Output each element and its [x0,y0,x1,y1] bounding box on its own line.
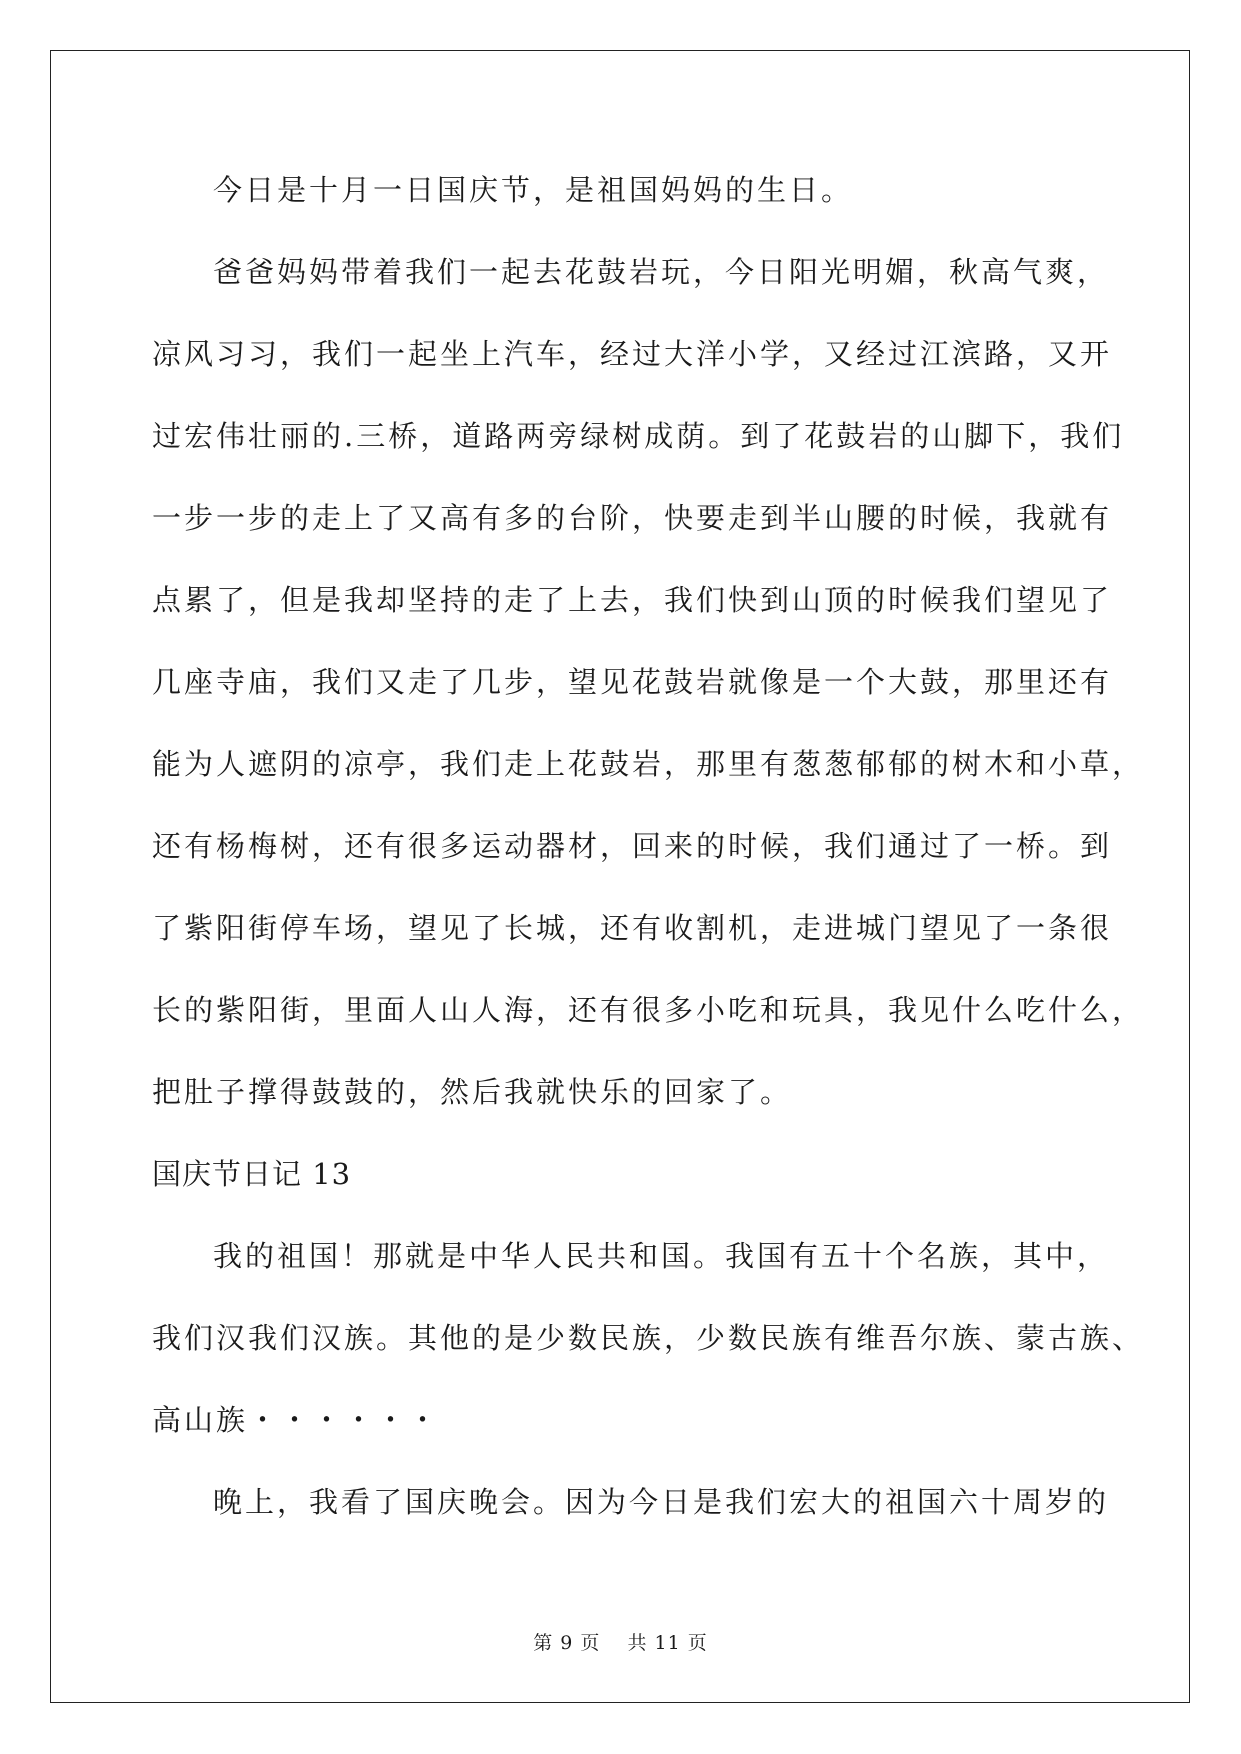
paragraph-line: 凉风习习，我们一起坐上汽车，经过大洋小学，又经过江滨路，又开 [152,337,1113,371]
page-number-footer: 第 9 页 共 11 页 [533,1632,708,1654]
paragraph-line: 爸爸妈妈带着我们一起去花鼓岩玩，今日阳光明媚，秋高气爽， [213,255,1110,289]
paragraph-line: 还有杨梅树，还有很多运动器材，回来的时候，我们通过了一桥。到 [152,829,1113,863]
document-body [152,160,1145,1554]
paragraph-line: 了紫阳街停车场，望见了长城，还有收割机，走进城门望见了一条很 [152,911,1113,945]
paragraph-line: 把肚子撑得鼓鼓的，然后我就快乐的回家了。 [152,1075,793,1109]
paragraph-line: 过宏伟壮丽的.三桥，道路两旁绿树成荫。到了花鼓岩的山脚下，我们 [152,419,1125,453]
paragraph-line: 我的祖国！那就是中华人民共和国。我国有五十个名族，其中， [213,1239,1110,1273]
paragraph-line: 长的紫阳街，里面人山人海，还有很多小吃和玩具，我见什么吃什么， [152,993,1145,1027]
paragraph-line: 点累了，但是我却坚持的走了上去，我们快到山顶的时候我们望见了 [152,583,1113,617]
paragraph-line: 能为人遮阴的凉亭，我们走上花鼓岩，那里有葱葱郁郁的树木和小草， [152,747,1145,781]
section-heading: 国庆节日记 13 [152,1157,352,1191]
paragraph-line: 我们汉我们汉族。其他的是少数民族，少数民族有维吾尔族、蒙古族、 [152,1321,1145,1355]
paragraph-line: 晚上，我看了国庆晚会。因为今日是我们宏大的祖国六十周岁的 [213,1485,1110,1519]
paragraph-line: 一步一步的走上了又高有多的台阶，快要走到半山腰的时候，我就有 [152,501,1113,535]
paragraph-line: 高山族・・・・・・ [152,1403,441,1437]
paragraph-line: 今日是十月一日国庆节，是祖国妈妈的生日。 [213,173,854,207]
paragraph-line: 几座寺庙，我们又走了几步，望见花鼓岩就像是一个大鼓，那里还有 [152,665,1113,699]
